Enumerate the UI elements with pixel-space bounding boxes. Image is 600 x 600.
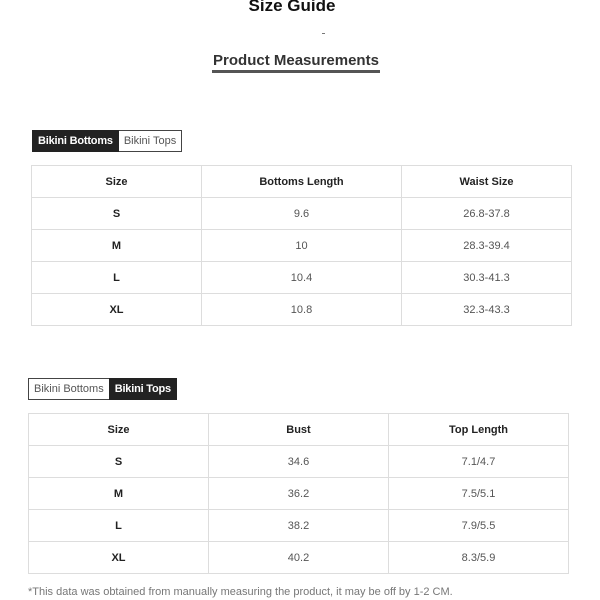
bottoms-length-cell: 10.8 bbox=[202, 294, 402, 326]
bust-cell: 40.2 bbox=[209, 542, 389, 574]
bottoms-tab-bar bbox=[32, 130, 182, 152]
table-header-row bbox=[32, 166, 572, 198]
waist-size-cell: 26.8-37.8 bbox=[402, 198, 572, 230]
table-row bbox=[32, 262, 572, 294]
size-cell: S bbox=[29, 446, 209, 478]
bust-cell: 34.6 bbox=[209, 446, 389, 478]
size-cell: M bbox=[29, 478, 209, 510]
bust-cell: 36.2 bbox=[209, 478, 389, 510]
top-length-cell: 7.1/4.7 bbox=[389, 446, 569, 478]
section-title-underline bbox=[212, 70, 380, 73]
table-row bbox=[29, 446, 569, 478]
bottoms-length-cell: 10 bbox=[202, 230, 402, 262]
column-header-waist-size: Waist Size bbox=[402, 166, 572, 198]
size-cell: L bbox=[29, 510, 209, 542]
column-header-size: Size bbox=[32, 166, 202, 198]
section-title: Product Measurements bbox=[213, 52, 379, 69]
bust-cell: 38.2 bbox=[209, 510, 389, 542]
table-row bbox=[29, 478, 569, 510]
tab-bikini-tops[interactable]: Bikini Tops bbox=[109, 378, 177, 400]
column-header-size: Size bbox=[29, 414, 209, 446]
tops-tab-bar bbox=[28, 378, 177, 400]
waist-size-cell: 30.3-41.3 bbox=[402, 262, 572, 294]
bottoms-length-cell: 10.4 bbox=[202, 262, 402, 294]
divider-mark bbox=[322, 33, 325, 34]
table-row bbox=[29, 542, 569, 574]
table-row bbox=[32, 230, 572, 262]
table-row bbox=[29, 510, 569, 542]
table-row bbox=[32, 294, 572, 326]
tops-size-table bbox=[28, 413, 569, 574]
waist-size-cell: 32.3-43.3 bbox=[402, 294, 572, 326]
size-cell: XL bbox=[29, 542, 209, 574]
size-cell: S bbox=[32, 198, 202, 230]
bottoms-size-table bbox=[31, 165, 572, 326]
size-cell: L bbox=[32, 262, 202, 294]
size-cell: M bbox=[32, 230, 202, 262]
top-length-cell: 7.9/5.5 bbox=[389, 510, 569, 542]
waist-size-cell: 28.3-39.4 bbox=[402, 230, 572, 262]
column-header-top-length: Top Length bbox=[389, 414, 569, 446]
tab-bikini-tops[interactable]: Bikini Tops bbox=[119, 130, 182, 152]
column-header-bust: Bust bbox=[209, 414, 389, 446]
bottoms-length-cell: 9.6 bbox=[202, 198, 402, 230]
table-header-row bbox=[29, 414, 569, 446]
tab-bikini-bottoms[interactable]: Bikini Bottoms bbox=[32, 130, 119, 152]
column-header-bottoms-length: Bottoms Length bbox=[202, 166, 402, 198]
page-title: Size Guide bbox=[248, 0, 336, 15]
top-length-cell: 7.5/5.1 bbox=[389, 478, 569, 510]
table-row bbox=[32, 198, 572, 230]
tab-bikini-bottoms[interactable]: Bikini Bottoms bbox=[28, 378, 109, 400]
measurement-disclaimer: *This data was obtained from manually measuring the product, it may be off by 1-2 CM. bbox=[28, 586, 453, 598]
top-length-cell: 8.3/5.9 bbox=[389, 542, 569, 574]
size-cell: XL bbox=[32, 294, 202, 326]
